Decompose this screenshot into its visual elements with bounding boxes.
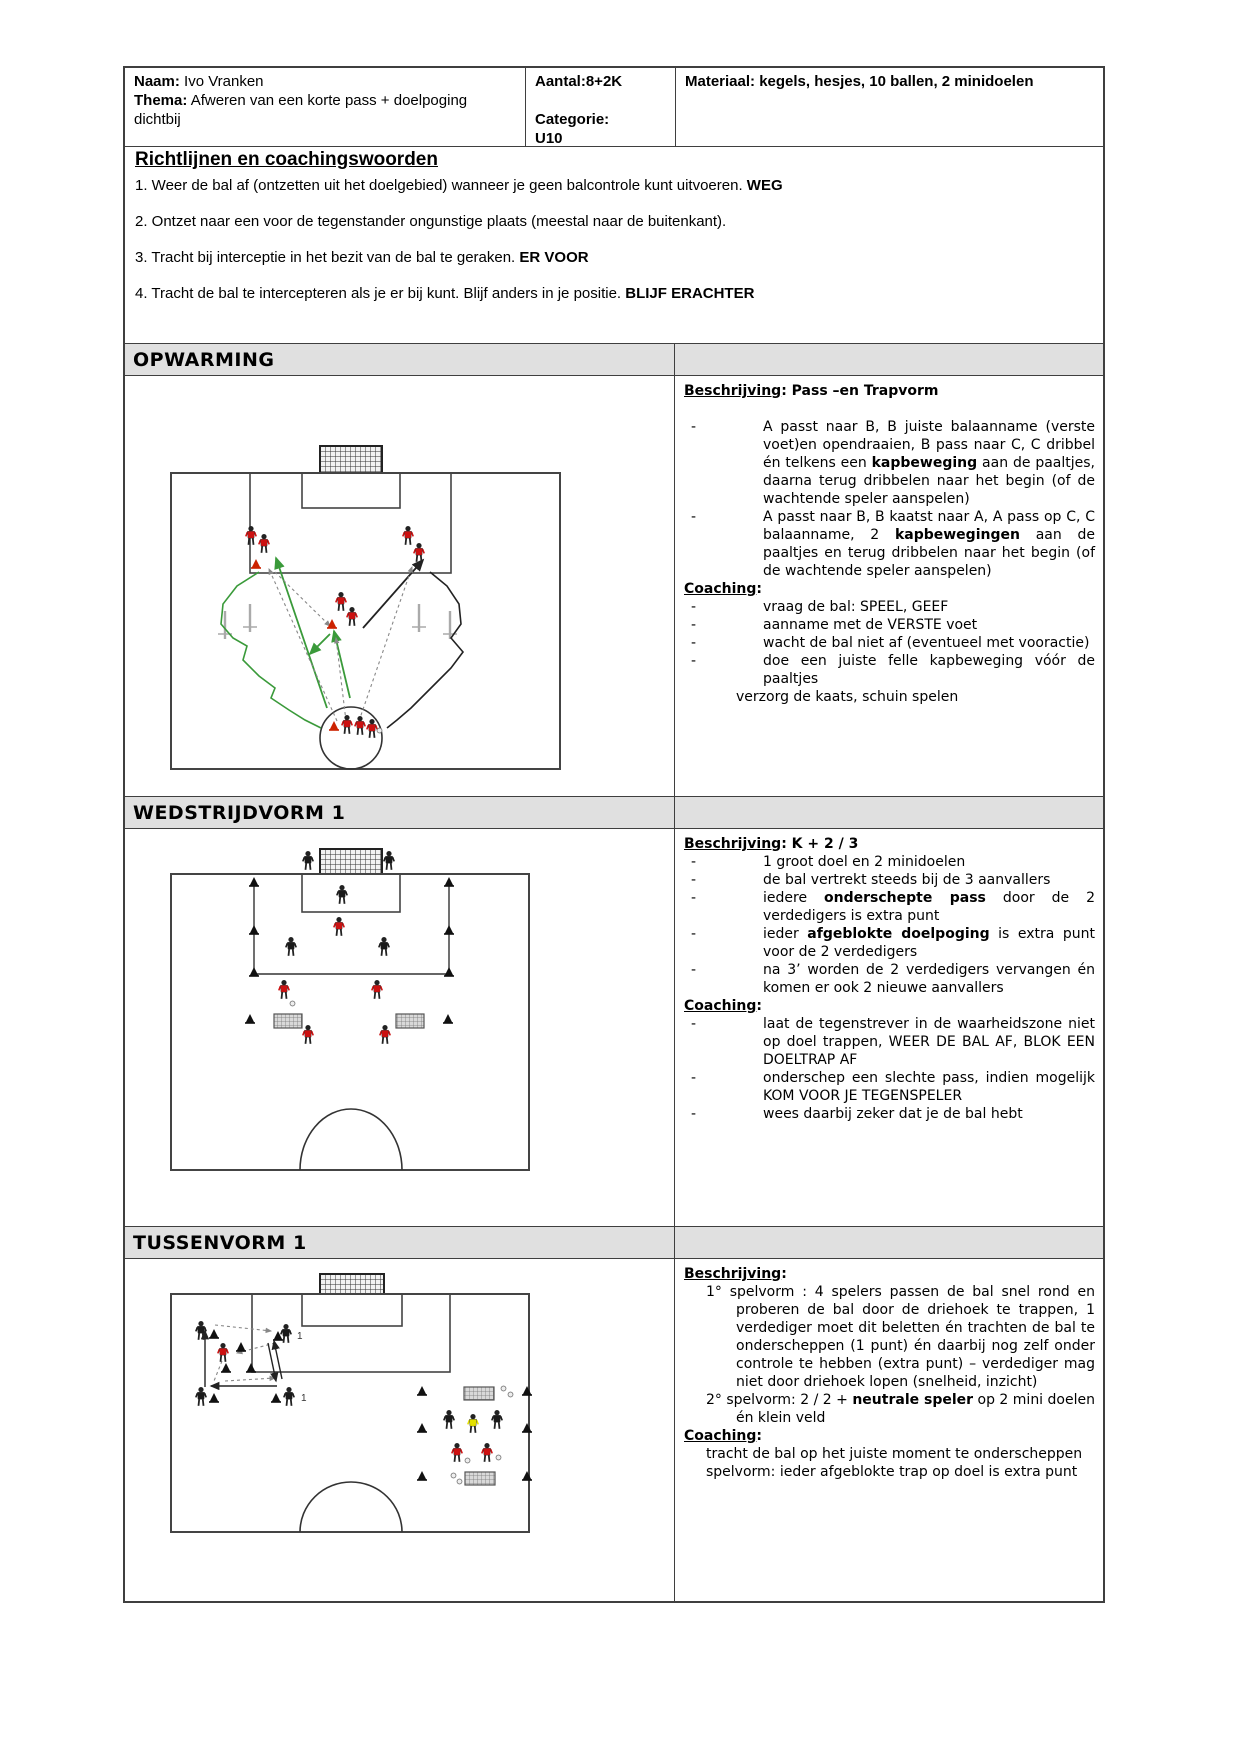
field-outline — [171, 473, 560, 769]
list-item: 2° spelvorm: 2 / 2 + neutrale speler op 2 mini doelen én klein veld — [706, 1392, 1095, 1426]
zone-cones — [249, 877, 454, 977]
aantal-line: Aantal:8+2K — [535, 73, 623, 90]
tussenvorm1-bar — [125, 1226, 1103, 1258]
coaching-label: Coaching — [684, 1428, 757, 1444]
opwarming-diagram-cell — [125, 376, 674, 796]
ball — [290, 1001, 295, 1006]
mini-goal — [396, 1014, 424, 1028]
ball — [451, 1473, 456, 1478]
dashed-pass-arrows — [269, 567, 412, 721]
black-players — [196, 1321, 294, 1406]
mini-goal — [274, 1014, 302, 1028]
tussenvorm1-description-cell — [674, 1259, 1103, 1601]
opwarming-coaching-bullets — [684, 598, 1095, 706]
wedstrijdvorm1-description-cell — [674, 829, 1103, 1226]
list-item: - 1 groot doel en 2 minidoelen — [691, 854, 966, 870]
wedstrijdvorm1-content-row — [125, 828, 1103, 1226]
tussenvorm1-bar-left — [125, 1227, 674, 1258]
opwarming-content-row — [125, 375, 1103, 796]
naam-label: Naam: — [134, 73, 180, 90]
goal-net — [320, 1274, 384, 1294]
field-outline — [171, 1294, 529, 1532]
goal-net — [320, 849, 382, 874]
coaching-label: Coaching — [684, 581, 757, 597]
ball — [508, 1392, 513, 1397]
wedstrijdvorm1-diagram — [125, 829, 673, 1226]
opwarming-bullets — [684, 418, 1095, 580]
categorie-value: U10 — [535, 130, 563, 147]
goal-area — [302, 1294, 402, 1326]
list-item: 3. Tracht bij interceptie in het bezit van de bal te geraken. ER VOOR — [135, 249, 589, 266]
center-arc — [300, 1109, 402, 1170]
header-cell-aantal-categorie — [525, 68, 675, 146]
yellow-neutral-player — [468, 1414, 478, 1433]
spelvorm2-group — [417, 1386, 532, 1485]
mini-goal-top — [464, 1387, 494, 1400]
list-item: verzorg de kaats, schuin spelen — [736, 689, 959, 705]
green-kaats-arrow — [310, 634, 330, 654]
richtlijnen-row — [125, 146, 1103, 343]
beschrijving-heading: Beschrijving: — [684, 1266, 787, 1282]
list-item: - na 3’ worden de 2 verdedigers vervangen én komen er ook 2 nieuwe aanvallers — [691, 962, 1095, 996]
ball — [377, 728, 382, 733]
opwarming-bar — [125, 343, 1103, 375]
thema-line — [134, 91, 516, 129]
goal-net — [320, 446, 382, 473]
red-players — [452, 1443, 492, 1462]
list-item: spelvorm: ieder afgeblokte trap op doel is extra punt — [706, 1464, 1078, 1480]
beschrijving-heading: Beschrijving: Pass –en Trapvorm — [684, 383, 939, 399]
coaching-heading: Coaching: — [684, 581, 763, 597]
tussenvorm1-diagram — [125, 1259, 673, 1601]
list-item: - wacht de bal niet af (eventueel met vooractie) — [691, 635, 1090, 651]
wedstrijdvorm1-bullets — [684, 853, 1095, 997]
wedstrijdvorm1-diagram-cell — [125, 829, 674, 1226]
drill-cones — [209, 1329, 283, 1403]
run-arrow-down — [268, 1343, 276, 1381]
wedstrijdvorm1-bar-left — [125, 797, 674, 828]
black-dribble-path — [387, 572, 463, 728]
ball — [501, 1386, 506, 1391]
richtlijnen-cell — [125, 147, 1103, 343]
list-item: tracht de bal op het juiste moment te onderscheppen — [706, 1446, 1083, 1462]
list-item: - ieder afgeblokte doelpoging is extra punt voor de 2 verdedigers — [691, 926, 1095, 960]
beschrijving-label: Beschrijving — [684, 383, 782, 399]
list-item: - laat de tegenstrever in de waarheidszone niet op doel trappen, WEER DE BAL AF, BLOK EEN DOELTRAP AF — [691, 1016, 1095, 1068]
cone-red — [251, 559, 261, 569]
tussenvorm1-bullets — [684, 1283, 1095, 1427]
thema-value: Afweren van een korte pass + doelpoging dichtbij — [134, 92, 468, 128]
tussenvorm1-bar-right — [674, 1227, 1103, 1258]
opwarming-title: OPWARMING — [133, 348, 275, 371]
wedstrijdvorm1-bar — [125, 796, 1103, 828]
wedstrijdvorm1-title: WEDSTRIJDVORM 1 — [133, 801, 346, 824]
green-dribble-path — [221, 572, 321, 728]
poles — [218, 604, 457, 639]
cone-black — [443, 1014, 453, 1024]
opwarming-bar-left — [125, 344, 674, 375]
goal-area — [302, 473, 400, 508]
zone-outline — [254, 879, 449, 974]
categorie-label: Categorie: — [535, 111, 610, 128]
list-item: - A passt naar B, B kaatst naar A, A pass op C, C balaanname, 2 kapbewegingen aan de paaltjes en terug dribbelen naar het begin (of de wachtende speler aanspelen) — [691, 509, 1095, 579]
tussenvorm1-title: TUSSENVORM 1 — [133, 1231, 307, 1254]
opwarming-description-cell — [674, 376, 1103, 796]
mini-goal-bottom — [465, 1472, 495, 1485]
beschrijving-value: K + 2 / 3 — [791, 836, 859, 852]
list-item: 1° spelvorm : 4 spelers passen de bal snel rond en proberen de bal door de driehoek te trappen, 1 verdediger moet dit beletten én trachten de bal te onderscheppen (1 punt) én daarbij nog zelf onder controle te hebben (extra punt) – verdediger mag niet door driehoek lopen (snelheid, inzicht) — [706, 1284, 1095, 1390]
opwarming-diagram — [125, 376, 673, 796]
tussenvorm1-content-row — [125, 1258, 1103, 1601]
opwarming-bar-right — [674, 344, 1103, 375]
list-item: - onderschep een slechte pass, indien mogelijk KOM VOOR JE TEGENSPELER — [691, 1070, 1095, 1104]
materiaal-line: Materiaal: kegels, hesjes, 10 ballen, 2 minidoelen — [685, 73, 1034, 90]
header-cell-naam-thema — [125, 68, 525, 146]
list-item: - iedere onderschepte pass door de 2 verdedigers is extra punt — [691, 890, 1095, 924]
cone-red — [329, 721, 339, 731]
list-item: 1. Weer de bal af (ontzetten uit het doelgebied) wanneer je geen balcontrole kunt uitvoeren. WEG — [135, 177, 783, 194]
header-row — [125, 68, 1103, 146]
training-sheet-table — [123, 66, 1105, 1603]
naam-value: Ivo Vranken — [184, 73, 264, 90]
player-number-label: 1 — [297, 1331, 303, 1342]
tussenvorm1-coaching-bullets — [684, 1445, 1095, 1481]
goal-area — [302, 874, 400, 912]
center-arc — [300, 1482, 402, 1532]
coaching-heading: Coaching: — [684, 1428, 763, 1444]
beschrijving-label: Beschrijving — [684, 836, 782, 852]
coaching-label: Coaching — [684, 998, 757, 1014]
richtlijnen-title: Richtlijnen en coachingswoorden — [135, 149, 438, 170]
naam-line — [134, 72, 516, 91]
run-arrow-up2 — [274, 1341, 282, 1379]
beschrijving-heading: Beschrijving: K + 2 / 3 — [684, 836, 859, 852]
wedstrijdvorm1-bar-right — [674, 797, 1103, 828]
richtlijnen-list — [135, 176, 1093, 303]
center-circle — [320, 707, 382, 769]
list-item: 2. Ontzet naar een voor de tegenstander ongunstige plaats (meestal naar de buitenkant). — [135, 213, 727, 230]
ball — [496, 1455, 501, 1460]
red-defender — [218, 1343, 228, 1362]
list-item: 4. Tracht de bal te intercepteren als je er bij kunt. Blijf anders in je positie. BLIJF ERACHTER — [135, 285, 755, 302]
list-item: - doe een juiste felle kapbeweging vóór de paaltjes — [691, 653, 1095, 687]
list-item: - A passt naar B, B juiste balaanname (verste voet)en opendraaien, B pass naar C, C dribbel én telkens een kapbeweging aan de paaltjes, daarna terug dribbelen naar het begin (of de wachtende speler aanspelen) — [691, 419, 1095, 507]
beschrijving-label: Beschrijving — [684, 1266, 782, 1282]
list-item: - aanname met de VERSTE voet — [691, 617, 978, 633]
list-item: - wees daarbij zeker dat je de bal hebt — [691, 1106, 1023, 1122]
header-cell-materiaal — [675, 68, 1103, 146]
wedstrijdvorm1-coaching-bullets — [684, 1015, 1095, 1123]
player-number-label: 1 — [301, 1393, 307, 1404]
list-item: - de bal vertrekt steeds bij de 3 aanvallers — [691, 872, 1051, 888]
black-pass-arrow — [363, 560, 423, 628]
coaching-heading: Coaching: — [684, 998, 763, 1014]
ball — [465, 1458, 470, 1463]
tussenvorm1-diagram-cell — [125, 1259, 674, 1601]
field-outline — [171, 874, 529, 1170]
ball — [457, 1479, 462, 1484]
cone-black — [245, 1014, 255, 1024]
thema-label: Thema: — [134, 92, 188, 109]
beschrijving-value: Pass –en Trapvorm — [791, 383, 939, 399]
list-item: - vraag de bal: SPEEL, GEEF — [691, 599, 949, 615]
